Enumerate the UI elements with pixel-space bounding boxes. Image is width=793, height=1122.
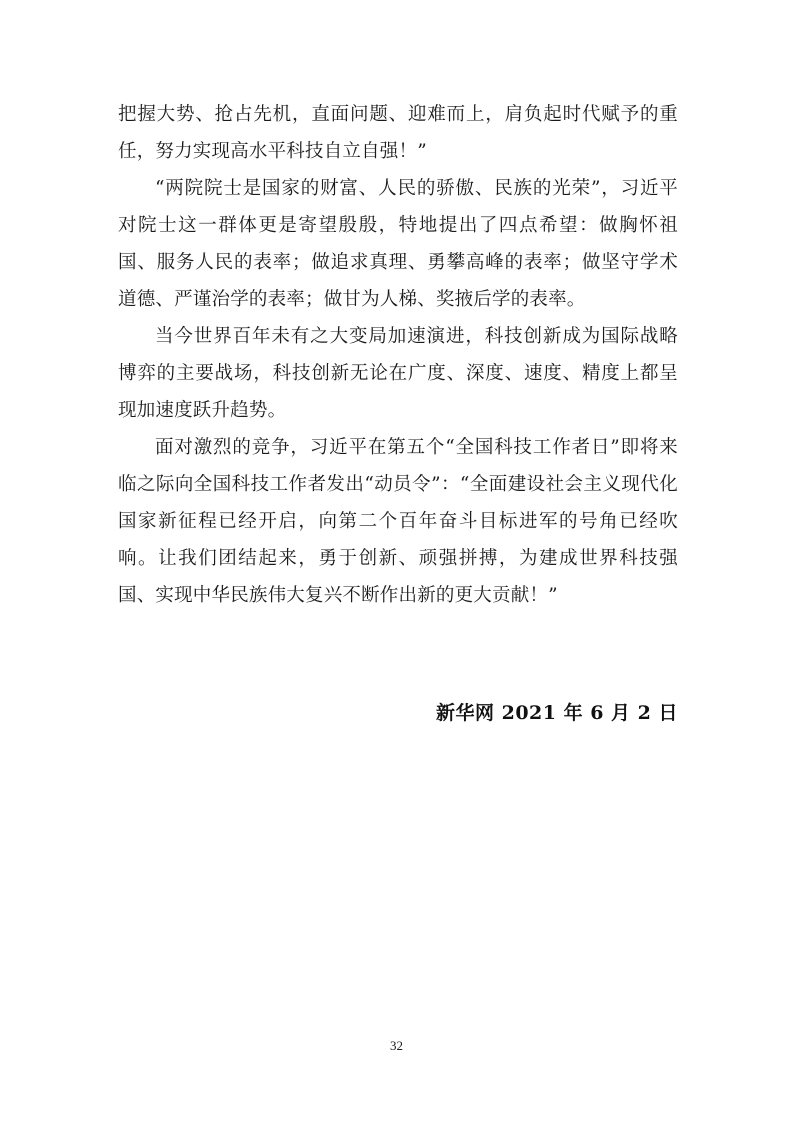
document-body — [118, 96, 678, 614]
source-signature: 新华网 2021 年 6 月 2 日 — [435, 702, 678, 724]
paragraph: 面对激烈的竞争，习近平在第五个“全国科技工作者日”即将来临之际向全国科技工作者发出“动员令”：“全面建设社会主义现代化国家新征程已经开启，向第二个百年奋斗目标进军的号角已经吹响。让我们团结起来，勇于创新、顽强拼搏，为建成世界科技强国、实现中华民族伟大复兴不断作出新的更大贡献！” — [118, 437, 678, 606]
paragraph: “两院院士是国家的财富、人民的骄傲、民族的光荣”，习近平对院士这一群体更是寄望殷殷，特地提出了四点希望：做胸怀祖国、服务人民的表率；做追求真理、勇攀高峰的表率；做坚守学术道德、严谨治学的表率；做甘为人梯、奖掖后学的表率。 — [118, 178, 678, 310]
page-number: 32 — [390, 1038, 403, 1053]
paragraph: 当今世界百年未有之大变局加速演进，科技创新成为国际战略博弈的主要战场，科技创新无论在广度、深度、速度、精度上都呈现加速度跃升趋势。 — [118, 326, 678, 421]
paragraph: 把握大势、抢占先机，直面问题、迎难而上，肩负起时代赋予的重任，努力实现高水平科技自立自强！” — [118, 104, 678, 162]
